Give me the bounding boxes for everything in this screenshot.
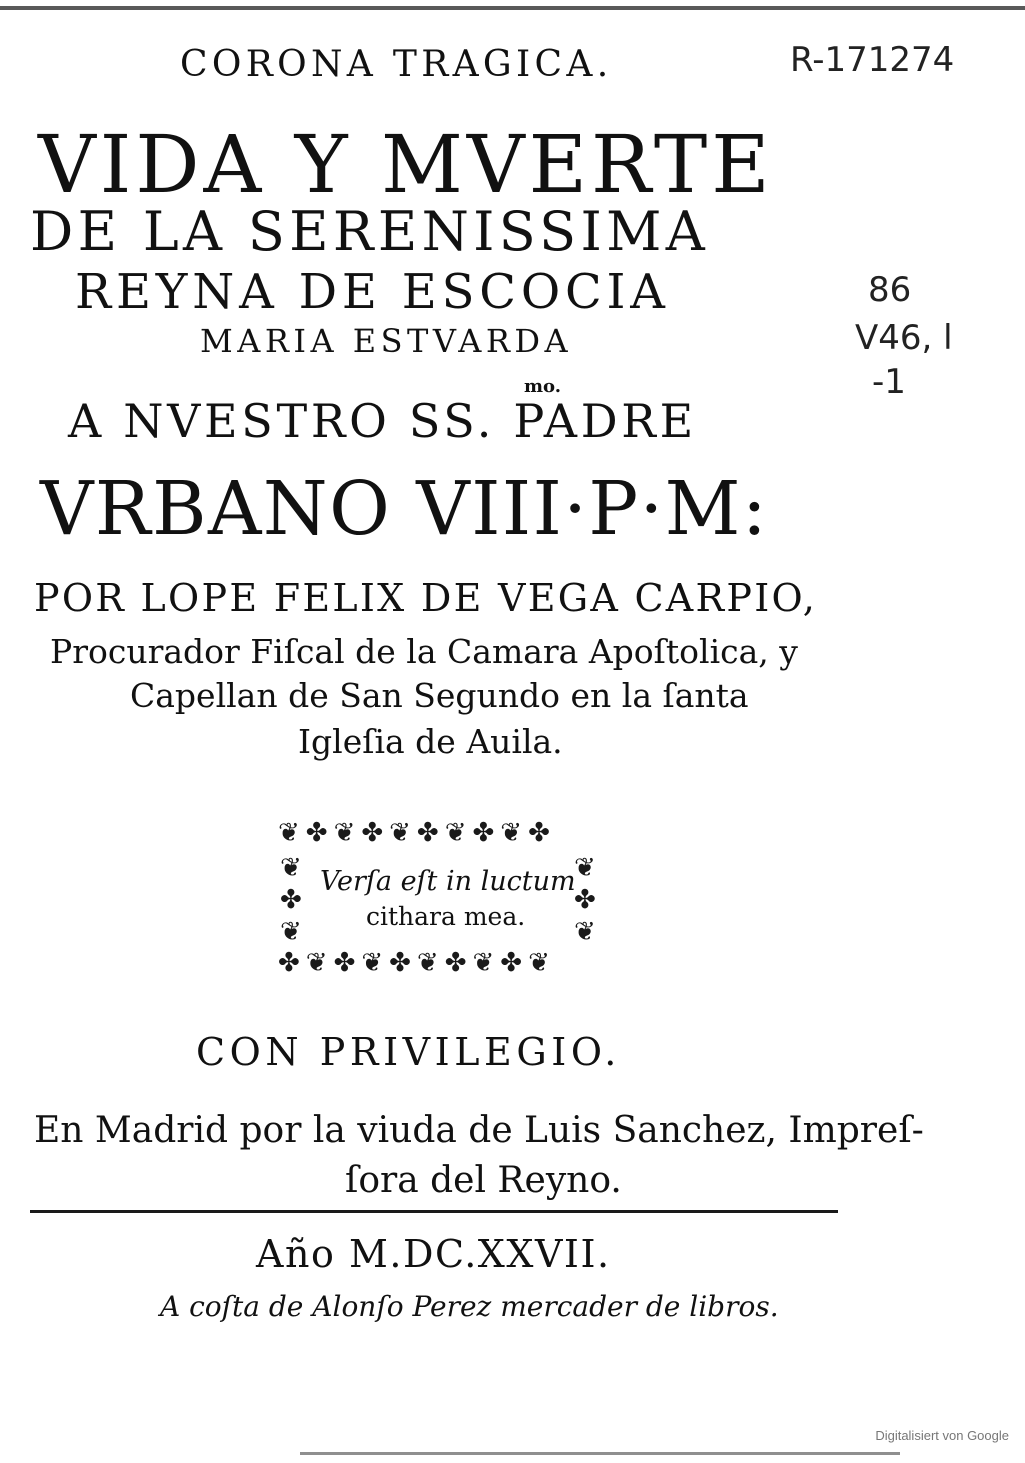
call-number-annotation-1: 86 [868, 270, 912, 310]
fleuron-border-right: ❦ ✤ ❦ [574, 853, 596, 947]
call-number-annotation-3: -1 [872, 362, 906, 402]
costa-line: A coſta de Alonſo Perez mercader de libros. [160, 1290, 779, 1323]
corona-heading: CORONA TRAGICA. [180, 44, 613, 85]
superscript-mo: mo. [524, 376, 562, 397]
author-line-1: POR LOPE FELIX DE VEGA CARPIO, [34, 576, 818, 620]
privilegio-heading: CON PRIVILEGIO. [196, 1030, 621, 1074]
fleuron-border-top: ❦✤❦✤❦✤❦✤❦✤ [278, 818, 556, 848]
title-line-3: REYNA DE ESCOCIA [75, 264, 670, 320]
title-line-1: VIDA Y MVERTE [38, 118, 774, 211]
title-line-4: MARIA ESTVARDA [200, 322, 573, 360]
author-line-2: Procurador Fiſcal de la Camara Apoſtolica, y [50, 632, 798, 671]
imprint-line-1: En Madrid por la viuda de Luis Sanchez, Impreſ- [34, 1110, 924, 1151]
title-line-2: DE LA SERENISSIMA [30, 200, 710, 263]
digitization-watermark: Digitalisiert von Google [875, 1428, 1009, 1443]
imprint-line-2: ſora del Reyno. [345, 1160, 622, 1201]
motto-line-1: Verſa eſt in luctum [320, 866, 576, 897]
shelfmark-annotation: R-171274 [790, 40, 955, 80]
horizontal-rule [30, 1210, 838, 1213]
scan-edge-top [0, 6, 1025, 10]
fleuron-border-left: ❦ ✤ ❦ [280, 853, 302, 947]
author-line-4: Igleſia de Auila. [298, 722, 563, 761]
motto-line-2: cithara mea. [366, 902, 526, 931]
year-line: Año M.DC.XXVII. [256, 1232, 611, 1276]
dedication-line-2: VRBANO VIII·P·M: [40, 466, 769, 552]
scan-edge-bottom [300, 1452, 900, 1455]
dedication-line-1: A NVESTRO SS. PADRE [68, 394, 697, 448]
author-line-3: Capellan de San Segundo en la ſanta [130, 676, 749, 715]
call-number-annotation-2: V46, l [855, 318, 953, 358]
fleuron-border-bottom: ✤❦✤❦✤❦✤❦✤❦ [278, 948, 556, 978]
ornament-frame [278, 818, 608, 988]
